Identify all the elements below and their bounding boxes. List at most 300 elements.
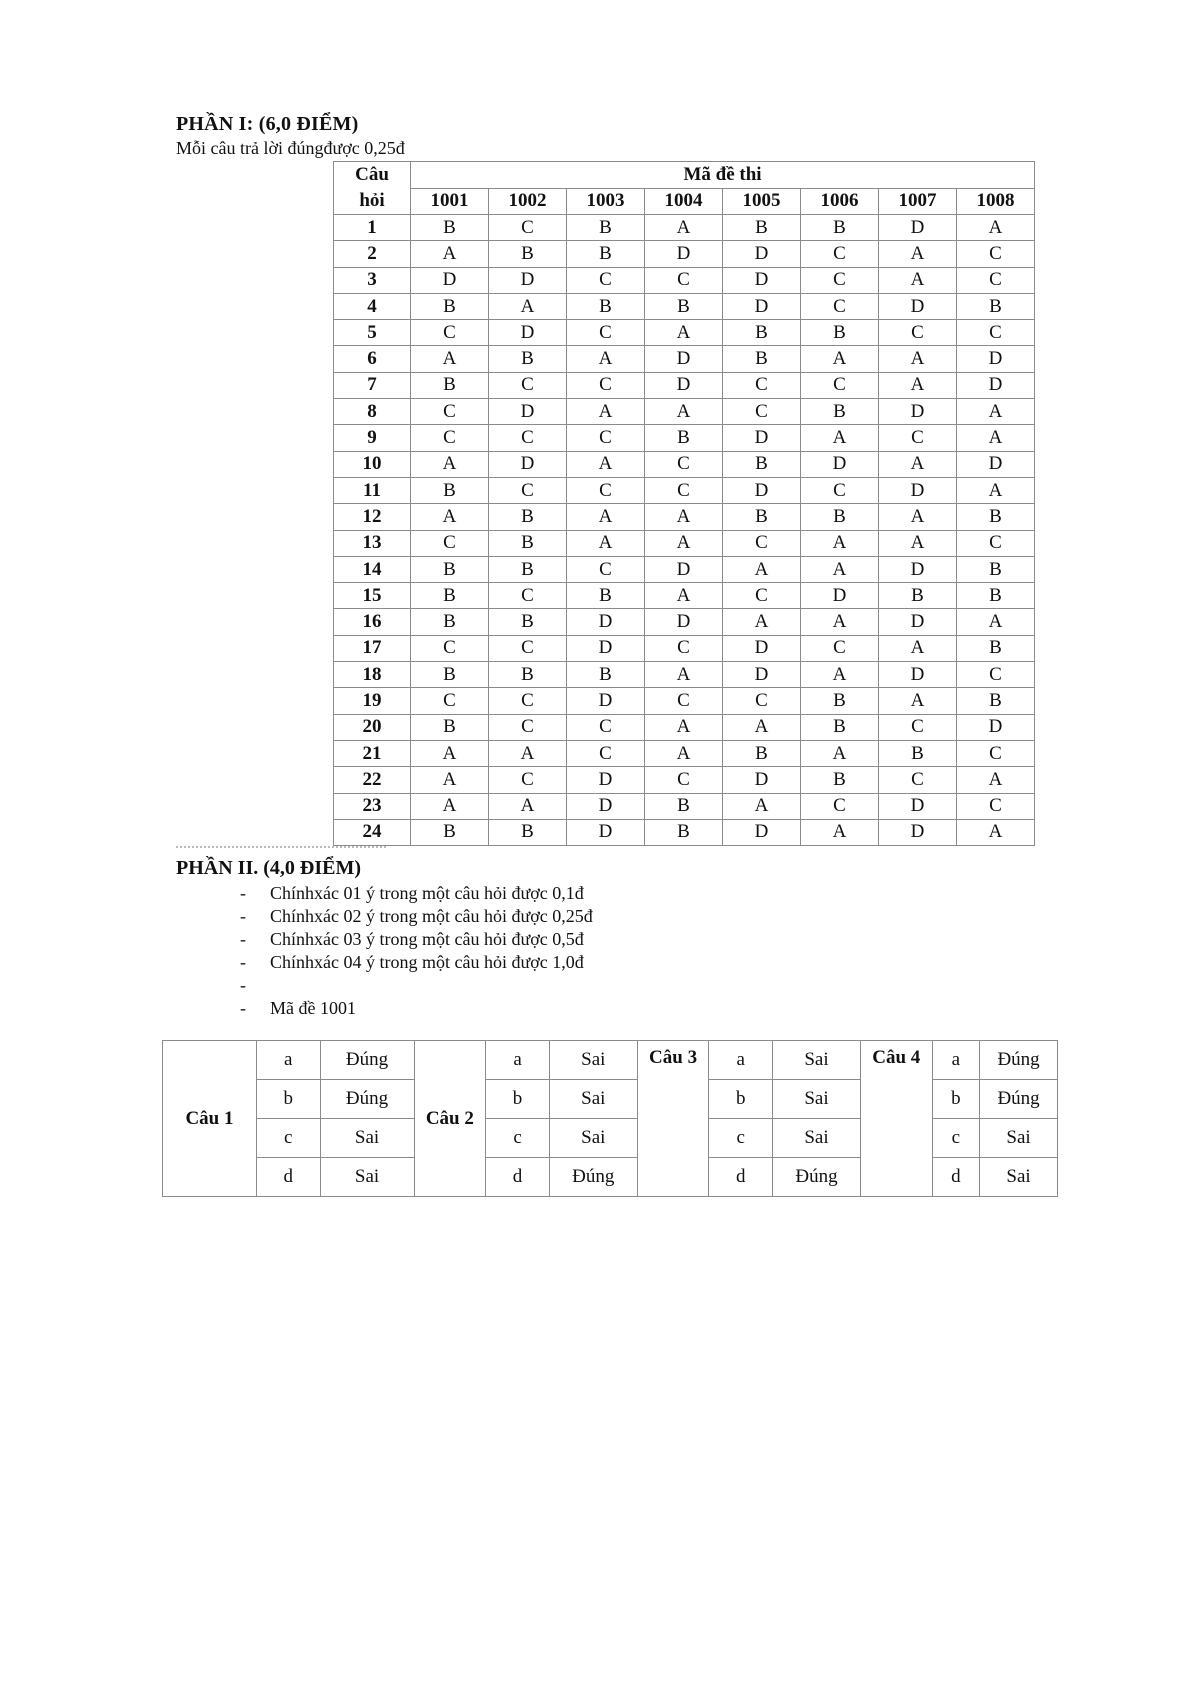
answer-cell: C (879, 714, 957, 740)
answer-cell: D (801, 583, 879, 609)
list-item (240, 928, 593, 951)
answer-cell: D (957, 451, 1035, 477)
table-row (334, 635, 1035, 661)
answer-cell: D (567, 767, 645, 793)
answer-cell: B (411, 215, 489, 241)
bullet-dash: - (240, 952, 246, 972)
answer-cell: B (879, 740, 957, 766)
answer-cell: B (645, 293, 723, 319)
question-number: 16 (334, 609, 411, 635)
part1-note: Mỗi câu trả lời đúngđược 0,25đ (176, 138, 405, 158)
statement-letter: c (256, 1119, 320, 1158)
question-number: 20 (334, 714, 411, 740)
answer-cell: D (957, 372, 1035, 398)
answer-cell: D (879, 662, 957, 688)
statement-verdict: Đúng (980, 1080, 1058, 1119)
question-number: 21 (334, 740, 411, 766)
answer-key-table (333, 161, 1035, 846)
answer-cell: D (879, 793, 957, 819)
part2-heading: PHẦN II. (4,0 ĐIỂM) (176, 857, 361, 879)
statement-letter: d (486, 1158, 550, 1197)
question-number: 9 (334, 425, 411, 451)
answer-cell: A (957, 819, 1035, 845)
statement-letter: a (932, 1041, 979, 1080)
statement-verdict: Sai (320, 1119, 414, 1158)
exam-code-header: 1008 (957, 188, 1035, 215)
answer-cell: D (723, 819, 801, 845)
statement-verdict: Sai (773, 1119, 861, 1158)
answer-cell: C (489, 215, 567, 241)
question-number: 10 (334, 451, 411, 477)
answer-cell: A (801, 819, 879, 845)
answer-cell: D (645, 346, 723, 372)
answer-cell: A (411, 241, 489, 267)
answer-cell: B (801, 215, 879, 241)
answer-cell: A (801, 740, 879, 766)
question-header-line1: Câu (355, 164, 389, 185)
answer-cell: A (801, 662, 879, 688)
answer-cell: A (879, 530, 957, 556)
answer-cell: C (723, 688, 801, 714)
answer-cell: C (957, 241, 1035, 267)
answer-cell: C (411, 530, 489, 556)
question-number: 22 (334, 767, 411, 793)
table-row (334, 267, 1035, 293)
answer-cell: C (411, 320, 489, 346)
answer-cell: B (645, 819, 723, 845)
answer-cell: C (645, 477, 723, 503)
answer-cell: D (411, 267, 489, 293)
answer-cell: C (567, 714, 645, 740)
answer-cell: A (645, 583, 723, 609)
table-row (334, 399, 1035, 425)
answer-cell: B (879, 583, 957, 609)
answer-cell: A (723, 609, 801, 635)
answer-cell: C (957, 793, 1035, 819)
faded-divider (176, 846, 386, 854)
table-row (334, 425, 1035, 451)
answer-cell: D (567, 688, 645, 714)
table-row (334, 714, 1035, 740)
answer-cell: A (879, 688, 957, 714)
answer-cell: B (957, 583, 1035, 609)
table-row (334, 293, 1035, 319)
answer-cell: B (957, 635, 1035, 661)
answer-cell: A (645, 530, 723, 556)
answer-cell: C (567, 320, 645, 346)
answer-cell: C (567, 477, 645, 503)
answer-cell: D (723, 662, 801, 688)
statement-letter: b (709, 1080, 773, 1119)
question-label: Câu 3 (637, 1041, 709, 1197)
question-number: 23 (334, 793, 411, 819)
statement-letter: a (256, 1041, 320, 1080)
question-label: Câu 4 (860, 1041, 932, 1197)
table-row (334, 688, 1035, 714)
answer-cell: D (567, 819, 645, 845)
table-row (334, 346, 1035, 372)
rule-text: Chínhxác 03 ý trong một câu hỏi được 0,5đ (270, 929, 584, 949)
answer-cell: A (411, 451, 489, 477)
question-label: Câu 2 (414, 1041, 486, 1197)
question-number: 7 (334, 372, 411, 398)
rule-text: Mã đề 1001 (270, 998, 356, 1018)
answer-cell: A (645, 714, 723, 740)
answer-cell: C (489, 714, 567, 740)
table-row (334, 215, 1035, 241)
statement-verdict: Sai (980, 1158, 1058, 1197)
answer-cell: C (879, 767, 957, 793)
answer-cell: A (957, 609, 1035, 635)
answer-cell: B (567, 241, 645, 267)
answer-cell: A (723, 793, 801, 819)
answer-cell: B (957, 688, 1035, 714)
answer-cell: C (489, 583, 567, 609)
answer-cell: C (957, 662, 1035, 688)
question-number: 5 (334, 320, 411, 346)
answer-cell: B (567, 293, 645, 319)
answer-cell: B (411, 293, 489, 319)
answer-cell: A (957, 425, 1035, 451)
answer-cell: A (879, 635, 957, 661)
answer-cell: B (957, 556, 1035, 582)
answer-cell: D (723, 477, 801, 503)
statement-verdict: Đúng (980, 1041, 1058, 1080)
answer-cell: C (801, 793, 879, 819)
answer-cell: A (567, 530, 645, 556)
answer-cell: B (723, 451, 801, 477)
exam-code-header: 1005 (723, 188, 801, 215)
answer-cell: B (567, 583, 645, 609)
table-row (334, 320, 1035, 346)
answer-cell: B (723, 346, 801, 372)
answer-cell: D (489, 399, 567, 425)
answer-cell: B (801, 320, 879, 346)
answer-cell: D (879, 293, 957, 319)
answer-cell: C (957, 267, 1035, 293)
answer-cell: D (645, 556, 723, 582)
answer-cell: C (723, 583, 801, 609)
question-column-header (334, 162, 411, 215)
answer-cell: B (723, 215, 801, 241)
statement-letter: d (709, 1158, 773, 1197)
answer-cell: B (411, 819, 489, 845)
statement-letter: b (256, 1080, 320, 1119)
answer-cell: B (411, 372, 489, 398)
answer-cell: C (801, 477, 879, 503)
answer-cell: D (489, 451, 567, 477)
answer-cell: A (645, 662, 723, 688)
question-number: 24 (334, 819, 411, 845)
answer-cell: A (567, 504, 645, 530)
answer-cell: B (489, 504, 567, 530)
answer-cell: A (567, 451, 645, 477)
exam-code-header: 1003 (567, 188, 645, 215)
answer-cell: D (645, 372, 723, 398)
table-row (334, 740, 1035, 766)
answer-cell: A (723, 714, 801, 740)
answer-cell: D (879, 215, 957, 241)
part1-heading: PHẦN I: (6,0 ĐIỂM) (176, 113, 359, 135)
answer-cell: B (489, 530, 567, 556)
statement-verdict: Đúng (320, 1080, 414, 1119)
answer-cell: D (723, 425, 801, 451)
answer-cell: D (489, 320, 567, 346)
statement-verdict: Sai (549, 1041, 637, 1080)
answer-cell: D (879, 609, 957, 635)
answer-cell: A (801, 609, 879, 635)
question-number: 6 (334, 346, 411, 372)
answer-cell: D (879, 556, 957, 582)
answer-cell: D (567, 609, 645, 635)
answer-cell: C (879, 425, 957, 451)
exam-code-header: 1002 (489, 188, 567, 215)
answer-cell: A (645, 320, 723, 346)
table-row (334, 530, 1035, 556)
answer-cell: A (723, 556, 801, 582)
question-number: 17 (334, 635, 411, 661)
answer-cell: C (801, 267, 879, 293)
answer-cell: B (957, 504, 1035, 530)
answer-cell: C (801, 241, 879, 267)
question-number: 13 (334, 530, 411, 556)
table-row (334, 556, 1035, 582)
answer-cell: C (801, 293, 879, 319)
statement-verdict: Sai (320, 1158, 414, 1197)
answer-cell: B (801, 399, 879, 425)
question-number: 19 (334, 688, 411, 714)
table-row (163, 1041, 1058, 1080)
statement-letter: b (932, 1080, 979, 1119)
bullet-dash: - (240, 929, 246, 949)
answer-cell: C (801, 635, 879, 661)
answer-cell: B (489, 346, 567, 372)
answer-cell: D (567, 635, 645, 661)
answer-cell: A (879, 451, 957, 477)
answer-cell: A (957, 477, 1035, 503)
answer-cell: A (801, 346, 879, 372)
list-item (240, 951, 593, 974)
answer-cell: D (723, 767, 801, 793)
table-row (334, 662, 1035, 688)
answer-cell: B (411, 609, 489, 635)
list-item (240, 974, 593, 997)
answer-cell: B (723, 504, 801, 530)
question-number: 1 (334, 215, 411, 241)
statement-verdict: Đúng (320, 1041, 414, 1080)
answer-cell: C (489, 425, 567, 451)
answer-cell: A (411, 767, 489, 793)
answer-cell: B (411, 662, 489, 688)
answer-cell: D (567, 793, 645, 819)
answer-cell: B (645, 425, 723, 451)
table-row (334, 583, 1035, 609)
answer-cell: C (567, 740, 645, 766)
question-number: 4 (334, 293, 411, 319)
statement-letter: d (256, 1158, 320, 1197)
answer-cell: D (723, 267, 801, 293)
question-number: 18 (334, 662, 411, 688)
table-row (334, 793, 1035, 819)
statement-verdict: Đúng (549, 1158, 637, 1197)
list-item (240, 905, 593, 928)
answer-cell: C (879, 320, 957, 346)
answer-cell: D (957, 714, 1035, 740)
answer-cell: C (957, 320, 1035, 346)
list-item (240, 997, 593, 1020)
exam-code-header: 1007 (879, 188, 957, 215)
answer-cell: C (567, 556, 645, 582)
true-false-answer-table (162, 1040, 1058, 1197)
answer-cell: C (801, 372, 879, 398)
question-number: 12 (334, 504, 411, 530)
answer-cell: B (489, 609, 567, 635)
answer-cell: B (801, 714, 879, 740)
rule-text: Chínhxác 04 ý trong một câu hỏi được 1,0đ (270, 952, 584, 972)
answer-cell: D (645, 241, 723, 267)
answer-cell: A (957, 215, 1035, 241)
answer-cell: C (645, 767, 723, 793)
exam-code-header: 1006 (801, 188, 879, 215)
question-header-line2: hỏi (359, 190, 385, 211)
answer-cell: A (489, 793, 567, 819)
statement-verdict: Sai (773, 1080, 861, 1119)
exam-code-header-row (334, 188, 1035, 215)
answer-cell: A (567, 346, 645, 372)
answer-cell: A (411, 740, 489, 766)
question-number: 2 (334, 241, 411, 267)
answer-cell: C (411, 399, 489, 425)
answer-cell: C (567, 372, 645, 398)
question-number: 14 (334, 556, 411, 582)
answer-cell: D (723, 293, 801, 319)
answer-cell: A (489, 293, 567, 319)
answer-cell: C (723, 372, 801, 398)
answer-cell: C (957, 740, 1035, 766)
answer-cell: A (645, 215, 723, 241)
answer-cell: A (879, 372, 957, 398)
scoring-rules-list (240, 882, 593, 1020)
table-row (334, 451, 1035, 477)
answer-cell: B (567, 662, 645, 688)
answer-key-body (334, 215, 1035, 846)
answer-cell: C (645, 451, 723, 477)
answer-cell: A (879, 241, 957, 267)
table-row (334, 767, 1035, 793)
answer-cell: A (879, 504, 957, 530)
table-row (334, 819, 1035, 845)
answer-cell: C (723, 530, 801, 556)
answer-cell: D (723, 241, 801, 267)
table-row (334, 504, 1035, 530)
answer-cell: A (801, 556, 879, 582)
answer-cell: B (411, 556, 489, 582)
answer-cell: C (723, 399, 801, 425)
rule-text: Chínhxác 02 ý trong một câu hỏi được 0,25đ (270, 906, 593, 926)
answer-cell: D (879, 399, 957, 425)
bullet-dash: - (240, 906, 246, 926)
bullet-dash: - (240, 998, 246, 1018)
answer-cell: B (801, 767, 879, 793)
bullet-dash: - (240, 883, 246, 903)
statement-letter: a (709, 1041, 773, 1080)
answer-cell: C (489, 688, 567, 714)
answer-cell: B (957, 293, 1035, 319)
list-item (240, 882, 593, 905)
statement-letter: c (486, 1119, 550, 1158)
answer-cell: D (489, 267, 567, 293)
statement-letter: a (486, 1041, 550, 1080)
answer-cell: B (489, 819, 567, 845)
answer-cell: B (411, 477, 489, 503)
exam-code-header: 1004 (645, 188, 723, 215)
answer-cell: A (411, 346, 489, 372)
answer-cell: B (489, 556, 567, 582)
answer-cell: C (645, 688, 723, 714)
answer-cell: C (489, 635, 567, 661)
table-row (334, 477, 1035, 503)
statement-letter: b (486, 1080, 550, 1119)
answer-cell: A (879, 346, 957, 372)
answer-cell: B (411, 714, 489, 740)
statement-verdict: Sai (773, 1041, 861, 1080)
statement-letter: c (932, 1119, 979, 1158)
answer-cell: A (645, 740, 723, 766)
answer-cell: C (645, 635, 723, 661)
answer-cell: A (879, 267, 957, 293)
statement-verdict: Sai (549, 1119, 637, 1158)
question-number: 8 (334, 399, 411, 425)
answer-cell: A (567, 399, 645, 425)
answer-cell: C (957, 530, 1035, 556)
question-number: 3 (334, 267, 411, 293)
answer-cell: B (411, 583, 489, 609)
answer-cell: B (489, 662, 567, 688)
statement-verdict: Đúng (773, 1158, 861, 1197)
answer-cell: D (957, 346, 1035, 372)
answer-cell: D (645, 609, 723, 635)
answer-cell: C (489, 372, 567, 398)
answer-cell: B (645, 793, 723, 819)
answer-cell: D (723, 635, 801, 661)
rule-text: Chínhxác 01 ý trong một câu hỏi được 0,1đ (270, 883, 584, 903)
answer-cell: D (801, 451, 879, 477)
answer-cell: C (489, 767, 567, 793)
answer-cell: A (801, 425, 879, 451)
answer-cell: B (801, 688, 879, 714)
exam-code-group-header: Mã đề thi (411, 162, 1035, 189)
table-row (334, 372, 1035, 398)
question-label: Câu 1 (163, 1041, 257, 1197)
table-row (334, 609, 1035, 635)
answer-cell: D (879, 477, 957, 503)
answer-cell: C (567, 267, 645, 293)
statement-verdict: Sai (549, 1080, 637, 1119)
answer-cell: C (489, 477, 567, 503)
answer-cell: A (957, 767, 1035, 793)
answer-cell: B (567, 215, 645, 241)
answer-cell: B (723, 740, 801, 766)
answer-cell: A (645, 399, 723, 425)
answer-cell: A (411, 793, 489, 819)
bullet-dash: - (240, 975, 246, 995)
answer-cell: B (723, 320, 801, 346)
answer-cell: B (489, 241, 567, 267)
answer-cell: A (801, 530, 879, 556)
question-number: 11 (334, 477, 411, 503)
answer-cell: C (411, 688, 489, 714)
answer-cell: C (411, 635, 489, 661)
